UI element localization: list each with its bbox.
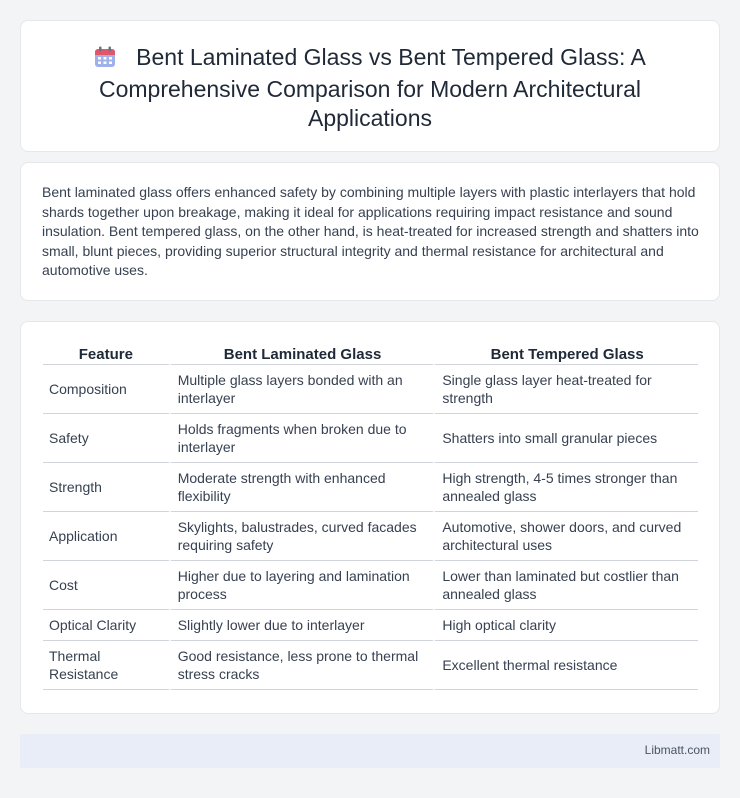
laminated-cell: Skylights, balustrades, curved facades requiring safety [169, 512, 434, 561]
table-row [43, 561, 698, 610]
table-row [43, 463, 698, 512]
tempered-cell: Shatters into small granular pieces [433, 414, 698, 463]
table-row [43, 512, 698, 561]
header-laminated: Bent Laminated Glass [169, 344, 434, 365]
feature-cell: Cost [43, 561, 169, 610]
feature-cell: Thermal Resistance [43, 641, 169, 690]
table-row [43, 365, 698, 414]
laminated-cell: Slightly lower due to interlayer [169, 610, 434, 641]
feature-cell: Safety [43, 414, 169, 463]
feature-cell: Optical Clarity [43, 610, 169, 641]
tempered-cell: Automotive, shower doors, and curved architectural uses [433, 512, 698, 561]
footer-bar [20, 734, 720, 768]
tempered-cell: Single glass layer heat-treated for strength [433, 365, 698, 414]
calendar-icon [94, 46, 116, 75]
table-row [43, 641, 698, 690]
tempered-cell: High optical clarity [433, 610, 698, 641]
comparison-table [43, 344, 698, 690]
footer-brand-link[interactable]: Libmatt.com [644, 743, 710, 757]
laminated-cell: Holds fragments when broken due to interlayer [169, 414, 434, 463]
feature-cell: Strength [43, 463, 169, 512]
table-row [43, 414, 698, 463]
header-tempered: Bent Tempered Glass [433, 344, 698, 365]
laminated-cell: Multiple glass layers bonded with an interlayer [169, 365, 434, 414]
comparison-card [20, 321, 720, 714]
laminated-cell: Higher due to layering and lamination process [169, 561, 434, 610]
table-header-row [43, 344, 698, 365]
laminated-cell: Good resistance, less prone to thermal stress cracks [169, 641, 434, 690]
description-card [20, 162, 720, 301]
tempered-cell: Excellent thermal resistance [433, 641, 698, 690]
table-row [43, 610, 698, 641]
page-title: Bent Laminated Glass vs Bent Tempered Glass: A Comprehensive Comparison for Modern Architectural Applications [21, 21, 719, 133]
tempered-cell: High strength, 4-5 times stronger than annealed glass [433, 463, 698, 512]
tempered-cell: Lower than laminated but costlier than annealed glass [433, 561, 698, 610]
title-card [20, 20, 720, 152]
feature-cell: Application [43, 512, 169, 561]
feature-cell: Composition [43, 365, 169, 414]
laminated-cell: Moderate strength with enhanced flexibility [169, 463, 434, 512]
header-feature: Feature [43, 344, 169, 365]
description-text: Bent laminated glass offers enhanced safety by combining multiple layers with plastic interlayers that hold shards together upon breakage, making it ideal for applications requiring impact resistance and sound insulation. Bent tempered glass, on the other hand, is heat-treated for increased strength and shatters into small, blunt pieces, providing superior structural integrity and thermal resistance for architectural and automotive uses. [42, 184, 699, 278]
